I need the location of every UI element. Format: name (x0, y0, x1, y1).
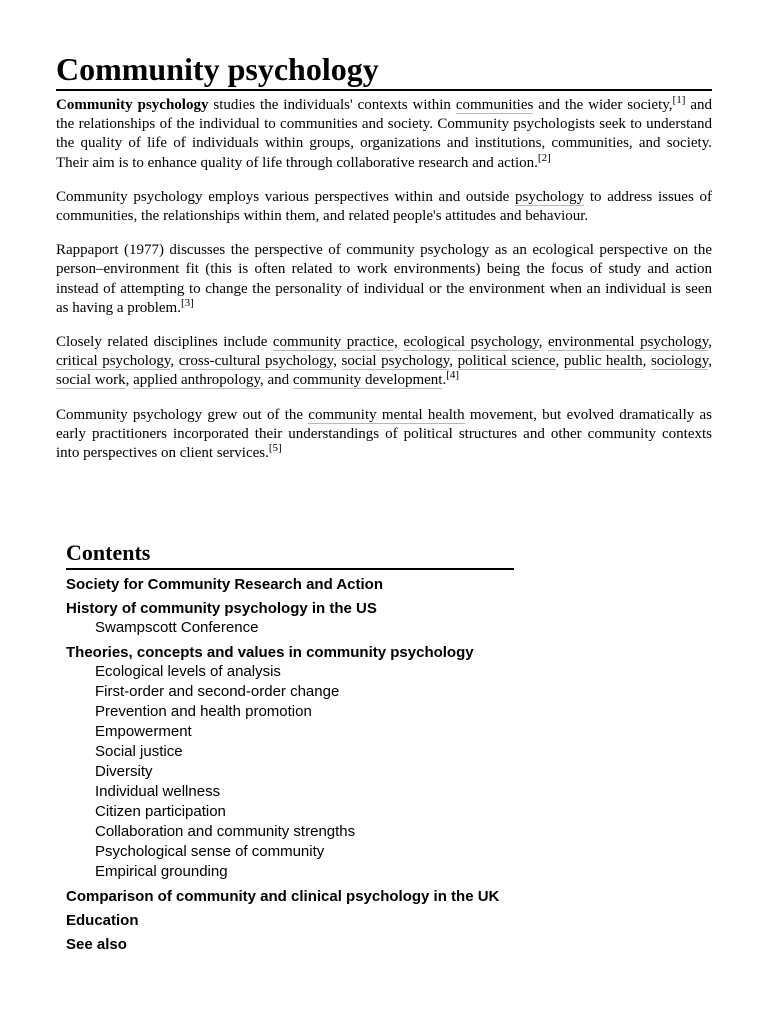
link-community-mental-health[interactable]: community mental health (308, 406, 465, 423)
toc-item-theories-concepts-and-values-in-community-psychology (66, 644, 514, 882)
toc-subitem-citizen-participation[interactable]: Citizen participation (95, 803, 226, 820)
citation-1[interactable]: [1] (672, 94, 686, 106)
page-title: Community psychology (56, 50, 712, 91)
toc-item-comparison-of-community-and-clinical-psychology-in-the-uk (66, 888, 514, 906)
toc-link[interactable]: See also (66, 936, 127, 953)
citation-4[interactable]: [4] (446, 369, 460, 382)
toc-subitem-collaboration-and-community-strengths[interactable]: Collaboration and community strengths (95, 823, 356, 840)
toc-item-history-of-community-psychology-in-the-us (66, 600, 514, 638)
toc-subitem-prevention-and-health-promotion[interactable]: Prevention and health promotion (95, 703, 312, 720)
link-applied-anthropology[interactable]: applied anthropology (133, 372, 260, 389)
paragraph-history: Community psychology grew out of the community mental health movement, but evolved dramatically as early practitioners incorporated their understandings of political structures and other community contexts into perspectives on client services.[5] (56, 406, 713, 462)
toc-subitem-empirical-grounding[interactable]: Empirical grounding (95, 863, 228, 880)
toc-list (66, 576, 514, 954)
link-psychology[interactable]: psychology (514, 188, 585, 205)
toc-link[interactable]: Education (66, 912, 139, 929)
link-public-health[interactable]: public health (563, 353, 643, 370)
toc-item-education (66, 912, 514, 930)
toc-heading: Contents (66, 540, 514, 570)
toc-subitem-first-order-and-second-order-change[interactable]: First-order and second-order change (95, 683, 340, 700)
citation-2[interactable]: [2] (537, 151, 551, 164)
toc-link[interactable]: Theories, concepts and values in community psychology (66, 644, 474, 661)
toc-subitem-diversity[interactable]: Diversity (95, 763, 153, 780)
link-community-practice[interactable]: community practice (272, 334, 395, 351)
link-social-psychology[interactable]: social psychology (341, 353, 450, 370)
link-political-science[interactable]: political science (457, 353, 556, 370)
toc-subitem-empowerment[interactable]: Empowerment (95, 723, 192, 740)
toc-link[interactable]: Comparison of community and clinical psychology in the UK (66, 888, 500, 905)
link-critical-psychology[interactable]: critical psychology (56, 353, 171, 370)
citation-5[interactable]: [5] (268, 442, 282, 455)
paragraph-perspectives: Community psychology employs various perspectives within and outside psychology to address issues of communities, the relationships within them, and related people's attitudes and behaviour. (56, 188, 712, 225)
link-sociology[interactable]: sociology (650, 353, 709, 370)
toc-subitem-social-justice[interactable]: Social justice (95, 743, 183, 760)
toc-link[interactable]: Society for Community Research and Action (66, 576, 384, 593)
toc-item-society-for-community-research-and-action (66, 576, 514, 594)
bold-term: Community psychology (56, 97, 209, 113)
paragraph-intro: Community psychology studies the individuals' contexts within communities and the wider society,[1] and the relationships of the individual to communities and society. Community psychologists seek to understand the quality of life of individuals within groups, organizations and institutions, communities, and society. Their aim is to enhance quality of life through collaborative research and action.[2] (56, 94, 712, 171)
paragraph-related-disciplines: Closely related disciplines include community practice, ecological psychology, environmental psychology, critical psychology, cross-cultural psychology, social psychology, political science, public health, sociology, social work, applied anthropology, and community development.[4] (56, 334, 713, 389)
citation-3[interactable]: [3] (180, 296, 194, 309)
link-social-work[interactable]: social work (56, 372, 126, 389)
table-of-contents (66, 540, 514, 954)
toc-subitem-individual-wellness[interactable]: Individual wellness (95, 783, 221, 800)
toc-subitem-ecological-levels-of-analysis[interactable]: Ecological levels of analysis (95, 663, 281, 680)
article-body (56, 96, 712, 478)
link-environmental-psychology[interactable]: environmental psychology (547, 334, 709, 351)
toc-link[interactable]: History of community psychology in the US (66, 600, 377, 617)
toc-item-see-also (66, 936, 514, 954)
toc-subitem-swampscott-conference[interactable]: Swampscott Conference (95, 619, 259, 636)
toc-subitem-psychological-sense-of-community[interactable]: Psychological sense of community (95, 843, 325, 860)
link-communities[interactable]: communities (455, 97, 534, 113)
link-ecological-psychology[interactable]: ecological psychology (403, 334, 539, 351)
link-community-development[interactable]: community development (292, 372, 443, 389)
paragraph-rappaport: Rappaport (1977) discusses the perspective of community psychology as an ecological perspective on the person–environment fit (this is often related to work environments) being the focus of study and action instead of attempting to change the personality of individual or the environment when an individual is seen as having a problem.[3] (56, 242, 712, 316)
link-cross-cultural-psychology[interactable]: cross-cultural psychology (178, 353, 334, 370)
